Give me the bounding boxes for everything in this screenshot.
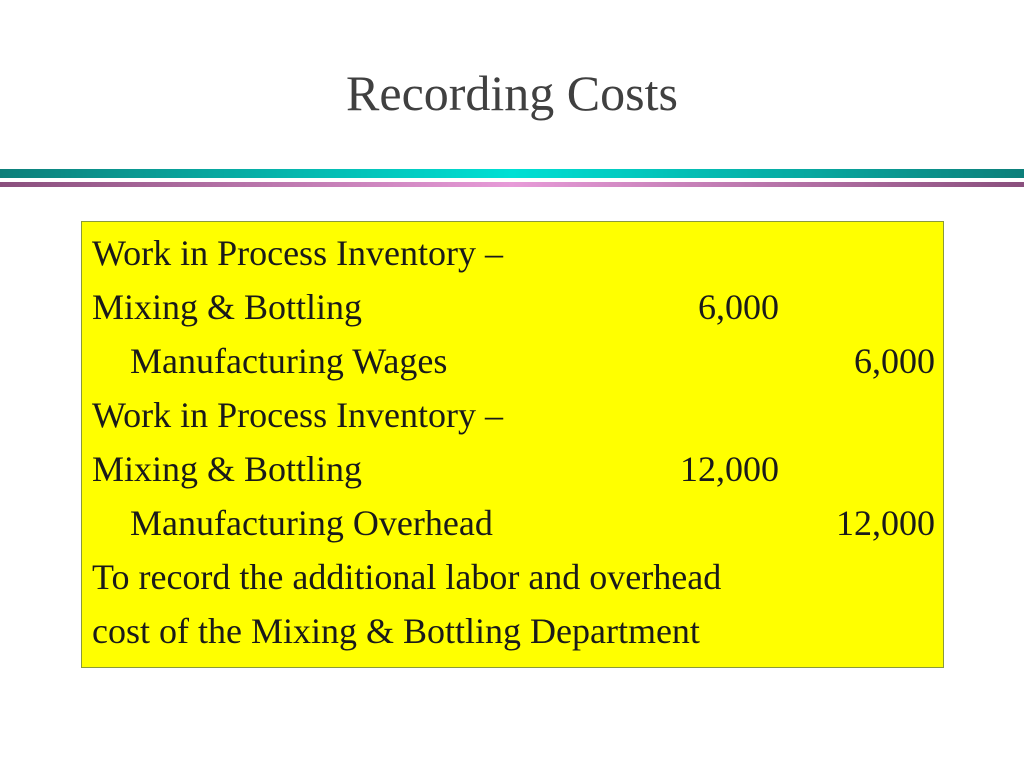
debit-account-line1: Work in Process Inventory –	[92, 233, 504, 273]
credit-amount: 12,000	[836, 503, 935, 543]
journal-entry-box	[81, 221, 944, 668]
journal-line	[82, 604, 945, 658]
debit-amount: 6,000	[698, 287, 779, 327]
credit-account: Manufacturing Wages	[130, 341, 448, 381]
debit-account-line2: Mixing & Bottling	[92, 287, 363, 327]
journal-line	[82, 442, 945, 496]
journal-line	[82, 334, 945, 388]
journal-line	[82, 550, 945, 604]
title-divider	[0, 169, 1024, 189]
divider-teal-band	[0, 169, 1024, 178]
credit-account: Manufacturing Overhead	[130, 503, 493, 543]
explanation-line1: To record the additional labor and overhead	[92, 557, 722, 597]
debit-amount: 12,000	[680, 449, 779, 489]
debit-account-line2: Mixing & Bottling	[92, 449, 363, 489]
journal-line	[82, 280, 945, 334]
divider-pink-band	[0, 182, 1024, 187]
journal-line	[82, 226, 945, 280]
explanation-line2: cost of the Mixing & Bottling Department	[92, 611, 700, 651]
debit-account-line1: Work in Process Inventory –	[92, 395, 504, 435]
slide-title: Recording Costs	[346, 65, 678, 121]
journal-line	[82, 496, 945, 550]
journal-line	[82, 388, 945, 442]
credit-amount: 6,000	[854, 341, 935, 381]
